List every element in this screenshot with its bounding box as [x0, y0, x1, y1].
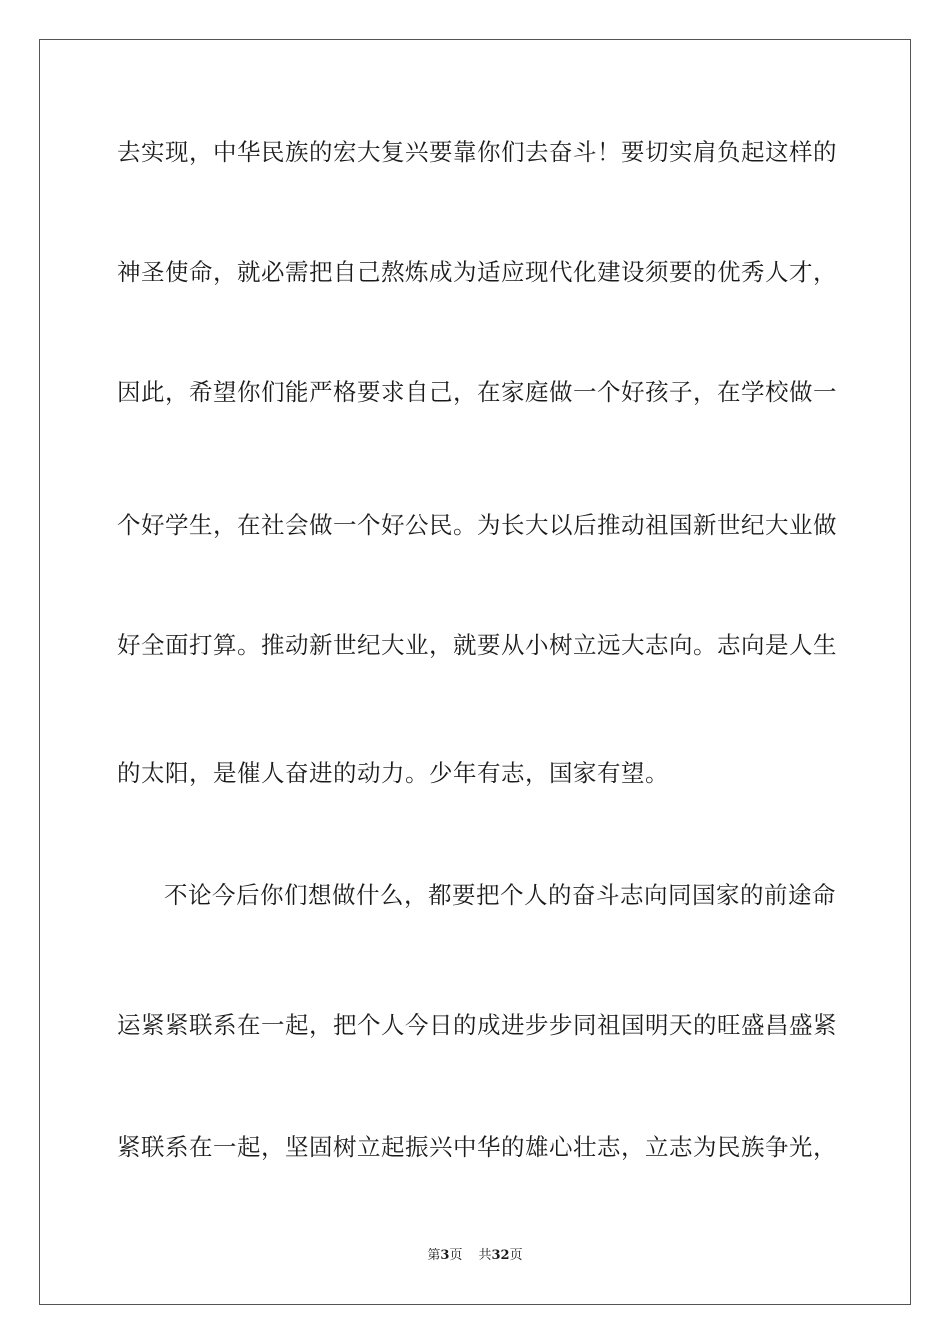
- body-line-1: 去实现，中华民族的宏大复兴要靠你们去奋斗！要切实肩负起这样的: [117, 138, 837, 166]
- body-line-3: 因此，希望你们能严格要求自己，在家庭做一个好孩子，在学校做一: [117, 378, 837, 406]
- body-line-6: 的太阳，是催人奋进的动力。少年有志，国家有望。: [117, 759, 669, 787]
- footer-page-suffix: 页: [449, 1248, 463, 1263]
- body-line-5: 好全面打算。推动新世纪大业，就要从小树立远大志向。志向是人生: [117, 631, 837, 659]
- footer-total-suffix: 页: [509, 1248, 523, 1263]
- page-frame: [39, 39, 911, 1305]
- body-line-9: 紧联系在一起，坚固树立起振兴中华的雄心壮志，立志为民族争光，: [117, 1133, 837, 1161]
- body-line-8: 运紧紧联系在一起，把个人今日的成进步步同祖国明天的旺盛昌盛紧: [117, 1011, 837, 1039]
- body-line-2: 神圣使命，就必需把自己熬炼成为适应现代化建设须要的优秀人才，: [117, 258, 837, 286]
- body-line-4: 个好学生，在社会做一个好公民。为长大以后推动祖国新世纪大业做: [117, 511, 837, 539]
- footer-page-number: 3: [440, 1248, 450, 1263]
- footer-total-pages: 32: [491, 1248, 510, 1263]
- body-line-7-paragraph-start: 不论今后你们想做什么，都要把个人的奋斗志向同国家的前途命: [164, 881, 836, 909]
- footer-page-prefix: 第: [427, 1248, 441, 1263]
- page-footer: [0, 1248, 950, 1264]
- footer-total-prefix: 共: [478, 1248, 492, 1263]
